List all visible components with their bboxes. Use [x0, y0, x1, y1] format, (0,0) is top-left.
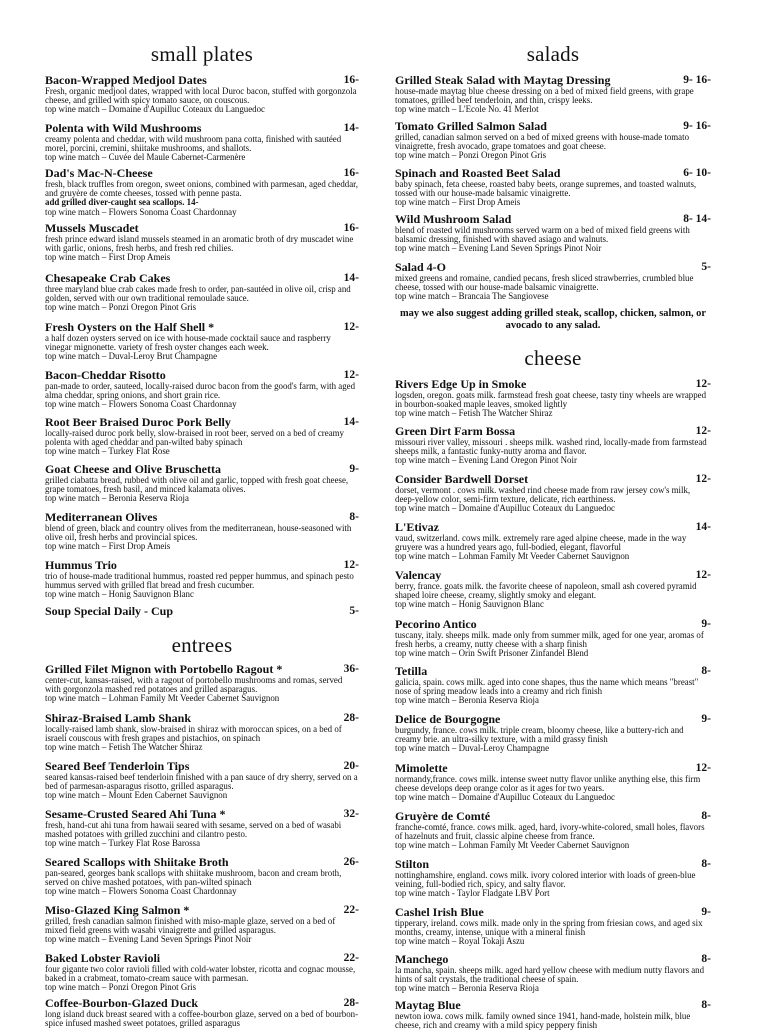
item-addon: add grilled diver-caught sea scallops. 14-: [45, 197, 199, 208]
menu-item-sesame-crusted-seared-ahi-tuna: [45, 807, 359, 849]
menu-item-dad-s-mac-n-cheese: [45, 166, 359, 217]
wine-pairing: top wine match – Lohman Family Mt Veeder Cabernet Sauvignon: [45, 693, 280, 704]
item-price: 5-: [701, 261, 711, 273]
wine-pairing: top wine match – Duval-Leroy Champagne: [395, 743, 550, 754]
item-heading: [395, 472, 711, 486]
wine-pairing: top wine match – Evening Land Seven Springs Pinot Noir: [395, 243, 602, 254]
item-price: 8-: [349, 511, 359, 523]
item-heading: [395, 377, 711, 391]
item-heading: [395, 166, 711, 180]
item-description: center-cut, kansas-raised, with a ragout of portobello mushrooms and romas, served with gorgonzola mashed red potatoes and grilled asparagus.: [45, 675, 343, 695]
item-price: 8-: [701, 810, 711, 822]
item-name: Sesame-Crusted Seared Ahi Tuna *: [45, 807, 226, 821]
item-name: Dad's Mac-N-Cheese: [45, 166, 153, 180]
wine-pairing: top wine match – Orin Swift Prisoner Zinfandel Blend: [395, 648, 589, 659]
item-price: 28-: [343, 997, 359, 1009]
item-description: pan-made to order, sauteed, locally-raised duroc bacon from the good's farm, with aged alma cheddar, spring onions, and short grain rice.: [45, 381, 356, 401]
wine-pairing: top wine match – Beronia Reserva Rioja: [395, 983, 539, 994]
item-description: house-made maytag blue cheese dressing on a bed of mixed field greens, with grape tomatoes, grilled beef tenderloin, and thin, crispy leeks.: [395, 86, 694, 106]
item-name: Root Beer Braised Duroc Pork Belly: [45, 415, 231, 429]
item-description: grilled, fresh canadian salmon finished with miso-maple glaze, served on a bed of mixed field greens with wasabi vinaigrette and grilled asparagus.: [45, 916, 336, 936]
item-price: 8-: [701, 858, 711, 870]
item-heading: [45, 73, 359, 87]
item-description: burgundy, france. cows milk. triple cream, bloomy cheese, like a buttery-rich and creamy brie. an ultra-silky texture, with a mild grassy finish: [395, 725, 684, 745]
item-name: Shiraz-Braised Lamb Shank: [45, 711, 192, 725]
menu-item-seared-beef-tenderloin-tips: [45, 759, 359, 801]
menu-item-stilton: [395, 857, 711, 899]
item-price: 36-: [343, 663, 359, 675]
item-description: berry, france. goats milk. the favorite cheese of napoleon, small ash covered pyramid shaped loire cheese, creamy, slightly smoky and elegant.: [395, 581, 697, 601]
item-heading: [45, 558, 359, 572]
menu-item-hummus-trio: [45, 558, 359, 600]
item-heading: [45, 903, 359, 917]
item-heading: [395, 998, 711, 1012]
item-price: 22-: [343, 952, 359, 964]
item-name: Baked Lobster Ravioli: [45, 951, 161, 965]
item-heading: [395, 712, 711, 726]
menu-item-consider-bardwell-dorset: [395, 472, 711, 514]
item-heading: [45, 996, 359, 1010]
item-heading: [45, 271, 359, 285]
item-price: 14-: [343, 122, 359, 134]
menu-item-mediterranean-olives: [45, 510, 359, 552]
menu-item-fresh-oysters-on-the-half-shell: [45, 320, 359, 362]
menu-item-cashel-irish-blue: [395, 905, 711, 947]
item-price: 9-: [701, 906, 711, 918]
item-name: Valencay: [395, 568, 442, 582]
wine-pairing: top wine match – Evening Land Oregon Pinot Noir: [395, 455, 577, 466]
wine-pairing: top wine match – Turkey Flat Rose: [45, 446, 170, 457]
item-heading: [395, 905, 711, 919]
wine-pairing: top wine match – Domaine d'Aupilluc Coteaux du Languedoc: [45, 104, 265, 115]
item-heading: [45, 807, 359, 821]
item-name: Coffee-Bourbon-Glazed Duck: [45, 996, 198, 1010]
wine-pairing: top wine match – Ponzi Oregon Pinot Gris: [45, 982, 197, 993]
item-description: creamy polenta and cheddar, with wild mushroom pana cotta, finished with sautéed morel, porcini, cremini, shiitake mushrooms, and shallots.: [45, 134, 342, 154]
item-price: 14-: [343, 272, 359, 284]
item-name: Stilton: [395, 857, 430, 871]
item-description: four gigante two color ravioli filled with cold-water lobster, ricotta and cognac mousse, baked in a crabmeat, tomato-cream sauce with parmesan.: [45, 964, 356, 984]
item-name: L'Etivaz: [395, 520, 439, 534]
wine-pairing: top wine match – First Drop Ameis: [45, 541, 171, 552]
item-description: grilled, canadian salmon served on a bed of mixed greens with house-made tomato vinaigrette, fresh avocado, grape tomatoes and goat cheese.: [395, 132, 690, 152]
item-name: Bacon-Cheddar Risotto: [45, 368, 166, 382]
item-heading: [395, 952, 711, 966]
menu-item-delice-de-bourgogne: [395, 712, 711, 754]
item-heading: [395, 119, 711, 133]
menu-item-polenta-with-wild-mushrooms: [45, 121, 359, 163]
item-name: Bacon-Wrapped Medjool Dates: [45, 73, 207, 87]
item-price: 26-: [343, 856, 359, 868]
item-heading: [45, 662, 359, 676]
wine-pairing: top wine match – Lohman Family Mt Veeder Cabernet Sauvignon: [395, 840, 630, 851]
item-price: 9- 16-: [683, 74, 711, 86]
item-name: Mediterranean Olives: [45, 510, 158, 524]
item-heading: [395, 73, 711, 87]
item-description: newton iowa. cows milk. family owned since 1941, hand-made, holstein milk, blue cheese, rich and creamy with a mild spicy peppery finish: [395, 1011, 691, 1030]
wine-pairing: top wine match – Cuvée del Maule Cabernet-Carmenère: [45, 152, 246, 163]
menu-item-pecorino-antico: [395, 617, 711, 659]
item-price: 8-: [701, 953, 711, 965]
item-price: 12-: [343, 369, 359, 381]
item-price: 8-: [701, 999, 711, 1011]
item-description: a half dozen oysters served on ice with house-made cocktail sauce and raspberry vinegar mignonette. variety of fresh oyster changes each week.: [45, 333, 331, 353]
item-name: Cashel Irish Blue: [395, 905, 484, 919]
item-name: Rivers Edge Up in Smoke: [395, 377, 527, 391]
item-heading: [395, 520, 711, 534]
item-description: locally-raised duroc pork belly, slow-braised in root beer, served on a bed of creamy polenta with aged cheddar and pan-wilted baby spinach: [45, 428, 344, 448]
wine-pairing: top wine match – Brancaia The Sangiovese: [395, 291, 549, 302]
item-description: tipperary, ireland. cows milk. made only in the spring from friesian cows, and aged six months, creamy, intense, unique with a mineral finish: [395, 918, 703, 938]
menu-item-valencay: [395, 568, 711, 610]
menu-item-seared-scallops-with-shiitake-broth: [45, 855, 359, 897]
item-heading: [45, 368, 359, 382]
item-name: Spinach and Roasted Beet Salad: [395, 166, 561, 180]
item-description: seared kansas-raised beef tenderloin finished with a pan sauce of dry sherry, served on a bed of parmesan-asparagus risotto, grilled asparagus.: [45, 772, 358, 792]
item-description: tuscany, italy. sheeps milk. made only from summer milk, aged for one year, aromas of fresh herbs, a creamy, nutty cheese with a sharp finish: [395, 630, 704, 650]
item-price: 12-: [695, 473, 711, 485]
menu-item-gruyere-de-comte: [395, 809, 711, 851]
item-heading: [45, 166, 359, 180]
item-name: Tetilla: [395, 664, 428, 678]
item-description: trio of house-made traditional hummus, roasted red pepper hummus, and spinach pesto hummus served with grilled flat bread and fresh cucumber.: [45, 571, 354, 591]
item-name: Tomato Grilled Salmon Salad: [395, 119, 547, 133]
item-name: Maytag Blue: [395, 998, 461, 1012]
item-description: nottinghamshire, england. cows milk. ivory colored interior with loads of green-blue veining, full-bodied rich, spicy, and salty flavor.: [395, 870, 696, 890]
section-title-salads: salads: [526, 42, 580, 66]
menu-item-soup-special-daily-cup: [45, 604, 359, 618]
item-price: 8- 14-: [683, 213, 711, 225]
item-name: Manchego: [395, 952, 449, 966]
item-heading: [45, 951, 359, 965]
item-price: 14-: [343, 416, 359, 428]
item-name: Seared Beef Tenderloin Tips: [45, 759, 190, 773]
item-heading: [45, 221, 359, 235]
item-price: 16-: [343, 222, 359, 234]
item-price: 12-: [695, 762, 711, 774]
menu-item-grilled-filet-mignon-with-portobello-ragout: [45, 662, 359, 704]
menu-item-wild-mushroom-salad: [395, 212, 711, 254]
wine-pairing: top wine match – Royal Tokaji Aszu: [395, 936, 525, 947]
item-name: Grilled Steak Salad with Maytag Dressing: [395, 73, 611, 87]
menu-item-rivers-edge-up-in-smoke: [395, 377, 711, 419]
menu-item-maytag-blue: [395, 998, 711, 1030]
item-description: vaud, switzerland. cows milk. extremely rare aged alpine cheese, made in the way gruyere was a hundred years ago, full-bodied, elegant, flavorful: [395, 533, 687, 553]
item-heading: [395, 617, 711, 631]
item-name: Fresh Oysters on the Half Shell *: [45, 320, 215, 334]
wine-pairing: top wine match – Evening Land Seven Springs Pinot Noir: [45, 934, 252, 945]
item-heading: [45, 604, 359, 618]
wine-pairing: top wine match – Honig Sauvignon Blanc: [395, 599, 544, 610]
item-price: 9-: [349, 463, 359, 475]
item-name: Gruyère de Comté: [395, 809, 491, 823]
item-description: pan-seared, georges bank scallops with shiitake mushroom, bacon and cream broth, served on chive mashed potatoes, with pan-wilted spinach: [45, 868, 342, 888]
wine-pairing: top wine match – Ponzi Oregon Pinot Gris: [45, 302, 197, 313]
menu-item-chesapeake-crab-cakes: [45, 271, 359, 313]
item-description: blend of green, black and country olives from the mediterranean, house-seasoned with olive oil, fresh herbs and provincial spices.: [45, 523, 352, 543]
item-heading: [395, 212, 711, 226]
wine-pairing: top wine match – Turkey Flat Rose Barossa: [45, 838, 201, 849]
section-title-small-plates: small plates: [150, 42, 254, 66]
wine-pairing: top wine match – Fetish The Watcher Shiraz: [45, 742, 203, 753]
wine-pairing: top wine match – Ponzi Oregon Pinot Gris: [395, 150, 547, 161]
item-name: Miso-Glazed King Salmon *: [45, 903, 190, 917]
menu-item-manchego: [395, 952, 711, 994]
menu-item-tomato-grilled-salmon-salad: [395, 119, 711, 161]
item-price: 12-: [343, 321, 359, 333]
item-heading: [45, 711, 359, 725]
item-name: Mussels Muscadet: [45, 221, 139, 235]
item-heading: [45, 121, 359, 135]
item-name: Soup Special Daily - Cup: [45, 604, 174, 618]
item-heading: [45, 855, 359, 869]
item-price: 16-: [343, 167, 359, 179]
menu-item-mussels-muscadet: [45, 221, 359, 263]
item-price: 9-: [701, 713, 711, 725]
item-description: normandy,france. cows milk. intense sweet nutty flavor unlike anything else, this firm cheese develops deep orange color as it ages for two years.: [395, 774, 701, 794]
item-name: Seared Scallops with Shiitake Broth: [45, 855, 229, 869]
menu-item-l-etivaz: [395, 520, 711, 562]
wine-pairing: top wine match – Flowers Sonoma Coast Chardonnay: [45, 886, 237, 897]
item-heading: [395, 260, 711, 274]
item-name: Goat Cheese and Olive Bruschetta: [45, 462, 221, 476]
item-price: 20-: [343, 760, 359, 772]
item-price: 22-: [343, 904, 359, 916]
item-heading: [395, 568, 711, 582]
item-description: missouri river valley, missouri . sheeps milk. washed rind, locally-made from farmstead sheeps milk, a fantastic funky-nutty aroma and flavor.: [395, 437, 707, 457]
menu-item-goat-cheese-and-olive-bruschetta: [45, 462, 359, 504]
item-name: Hummus Trio: [45, 558, 117, 572]
wine-pairing: top wine match – Beronia Reserva Rioja: [45, 493, 189, 504]
item-heading: [395, 857, 711, 871]
item-description: fresh prince edward island mussels steamed in an aromatic broth of dry muscadet wine with garlic, onions, fresh herbs, and fresh red chilies.: [45, 234, 354, 254]
item-price: 12-: [695, 569, 711, 581]
item-description: three maryland blue crab cakes made fresh to order, pan-sautéed in olive oil, crisp and golden, served with our own traditional remoulade sauce.: [45, 284, 351, 304]
item-description: baby spinach, feta cheese, roasted baby beets, orange supremes, and toasted walnuts, tossed with our house-made balsamic vinaigrette.: [395, 179, 697, 199]
item-description: fresh, black truffles from oregon, sweet onions, combined with parmesan, aged cheddar, and gruyère de comte cheeses, tossed with penne pasta.: [45, 179, 358, 199]
item-price: 28-: [343, 712, 359, 724]
item-name: Grilled Filet Mignon with Portobello Ragout *: [45, 662, 283, 676]
item-price: 16-: [343, 74, 359, 86]
menu-item-green-dirt-farm-bossa: [395, 424, 711, 466]
wine-pairing: top wine match – Fetish The Watcher Shiraz: [395, 408, 553, 419]
item-name: Green Dirt Farm Bossa: [395, 424, 516, 438]
item-name: Chesapeake Crab Cakes: [45, 271, 171, 285]
item-price: 12-: [695, 378, 711, 390]
item-description: franche-comté, france. cows milk. aged, hard, ivory-white-colored, small holes, flavors of hazelnuts and fruit, classic alpine cheese from france.: [395, 822, 705, 842]
item-description: logsden, oregon. goats milk. farmstead fresh goat cheese, tasty tiny wheels are wrapped in bourbon-soaked maple leaves, smoked lightly: [395, 390, 707, 410]
item-heading: [45, 415, 359, 429]
item-heading: [395, 664, 711, 678]
wine-pairing: top wine match – Mount Eden Cabernet Sauvignon: [45, 790, 228, 801]
wine-pairing: top wine match – Beronia Reserva Rioja: [395, 695, 539, 706]
item-price: 6- 10-: [683, 167, 711, 179]
wine-pairing: top wine match - Taylor Fladgate LBV Port: [395, 888, 550, 899]
wine-pairing: top wine match – Flowers Sonoma Coast Chardonnay: [45, 399, 237, 410]
menu-item-salad-4-o: [395, 260, 711, 302]
menu-item-spinach-and-roasted-beet-salad: [395, 166, 711, 208]
menu-item-grilled-steak-salad-with-maytag-dressing: [395, 73, 711, 115]
wine-pairing: top wine match – Honig Sauvignon Blanc: [45, 589, 194, 600]
item-name: Pecorino Antico: [395, 617, 477, 631]
item-description: locally-raised lamb shank, slow-braised in shiraz with moroccan spices, on a bed of israeli couscous with fresh grapes and pistachios, on spinach: [45, 724, 342, 744]
item-heading: [45, 510, 359, 524]
item-price: 12-: [343, 559, 359, 571]
section-title-cheese: cheese: [524, 346, 582, 370]
menu-item-root-beer-braised-duroc-pork-belly: [45, 415, 359, 457]
item-description: dorset, vermont . cows milk. washed rind cheese made from raw jersey cow's milk, deep-yellow color, semi-firm texture, delicate, rich earthiness.: [395, 485, 691, 505]
item-name: Salad 4-O: [395, 260, 447, 274]
item-description: mixed greens and romaine, candied pecans, fresh sliced strawberries, crumbled blue cheese, tossed with our house-made balsamic vinaigrette.: [395, 273, 694, 293]
item-price: 32-: [343, 808, 359, 820]
menu-item-mimolette: [395, 761, 711, 803]
menu-item-bacon-wrapped-medjool-dates: [45, 73, 359, 115]
item-heading: [395, 424, 711, 438]
wine-pairing: top wine match – First Drop Ameis: [395, 197, 521, 208]
wine-pairing: top wine match – Flowers Sonoma Coast Chardonnay: [45, 206, 237, 217]
wine-pairing: top wine match – Domaine d'Aupilluc Coteaux du Languedoc: [395, 503, 615, 514]
wine-pairing: top wine match – Lohman Family Mt Veeder Cabernet Sauvignon: [395, 551, 630, 562]
menu-item-shiraz-braised-lamb-shank: [45, 711, 359, 753]
wine-pairing: top wine match – Duval-Leroy Brut Champagne: [45, 351, 218, 362]
wine-pairing: top wine match – First Drop Ameis: [45, 252, 171, 263]
item-name: Wild Mushroom Salad: [395, 212, 512, 226]
menu-item-tetilla: [395, 664, 711, 706]
item-description: blend of roasted wild mushrooms served warm on a bed of mixed field greens with balsamic dressing, finished with shaved asiago and walnuts.: [395, 225, 690, 245]
item-price: 5-: [349, 605, 359, 617]
item-description: galicia, spain. cows milk. aged into cone shapes, thus the name which means "breast" nose of spring meadow leads into a creamy and rich finish: [395, 677, 699, 697]
menu-item-miso-glazed-king-salmon: [45, 903, 359, 945]
item-name: Delice de Bourgogne: [395, 712, 501, 726]
item-description: la mancha, spain. sheeps milk. aged hard yellow cheese with medium nutty flavors and hints of salt crystals, the traditional cheese of spain.: [395, 965, 705, 985]
wine-pairing: top wine match – L'Ecole No. 41 Merlot: [395, 104, 539, 115]
item-price: 9- 16-: [683, 120, 711, 132]
menu-item-bacon-cheddar-risotto: [45, 368, 359, 410]
item-name: Mimolette: [395, 761, 448, 775]
item-price: 8-: [701, 665, 711, 677]
salad-addon-note: may we also suggest adding grilled steak, scallop, chicken, salmon, or avocado to any salad.: [400, 308, 706, 331]
item-heading: [45, 462, 359, 476]
item-description: fresh, hand-cut ahi tuna from hawaii seared with sesame, served on a bed of wasabi mashed potatoes with grilled zucchini and cilantro pesto.: [45, 820, 342, 840]
item-price: 9-: [701, 618, 711, 630]
section-title-entrees: entrees: [171, 633, 233, 657]
item-price: 14-: [695, 521, 711, 533]
item-heading: [45, 759, 359, 773]
wine-pairing: top wine match – Domaine d'Aupilluc Coteaux du Languedoc: [395, 792, 615, 803]
item-description: Fresh, organic medjool dates, wrapped with local Duroc bacon, stuffed with gorgonzola cheese, and grilled with spicy tomato sauce, on couscous.: [45, 86, 357, 106]
item-price: 12-: [695, 425, 711, 437]
item-description: long island duck breast seared with a coffee-bourbon glaze, served on a bed of bourbon-spice infused mashed sweet potatoes, grilled asparagus: [45, 1009, 359, 1029]
item-heading: [395, 761, 711, 775]
item-description: grilled ciabatta bread, rubbed with olive oil and garlic, topped with fresh goat cheese, grape tomatoes, fresh basil, and minced kalamata olives.: [45, 475, 349, 495]
item-name: Polenta with Wild Mushrooms: [45, 121, 202, 135]
item-name: Consider Bardwell Dorset: [395, 472, 529, 486]
item-heading: [45, 320, 359, 334]
item-heading: [395, 809, 711, 823]
menu-item-baked-lobster-ravioli: [45, 951, 359, 993]
